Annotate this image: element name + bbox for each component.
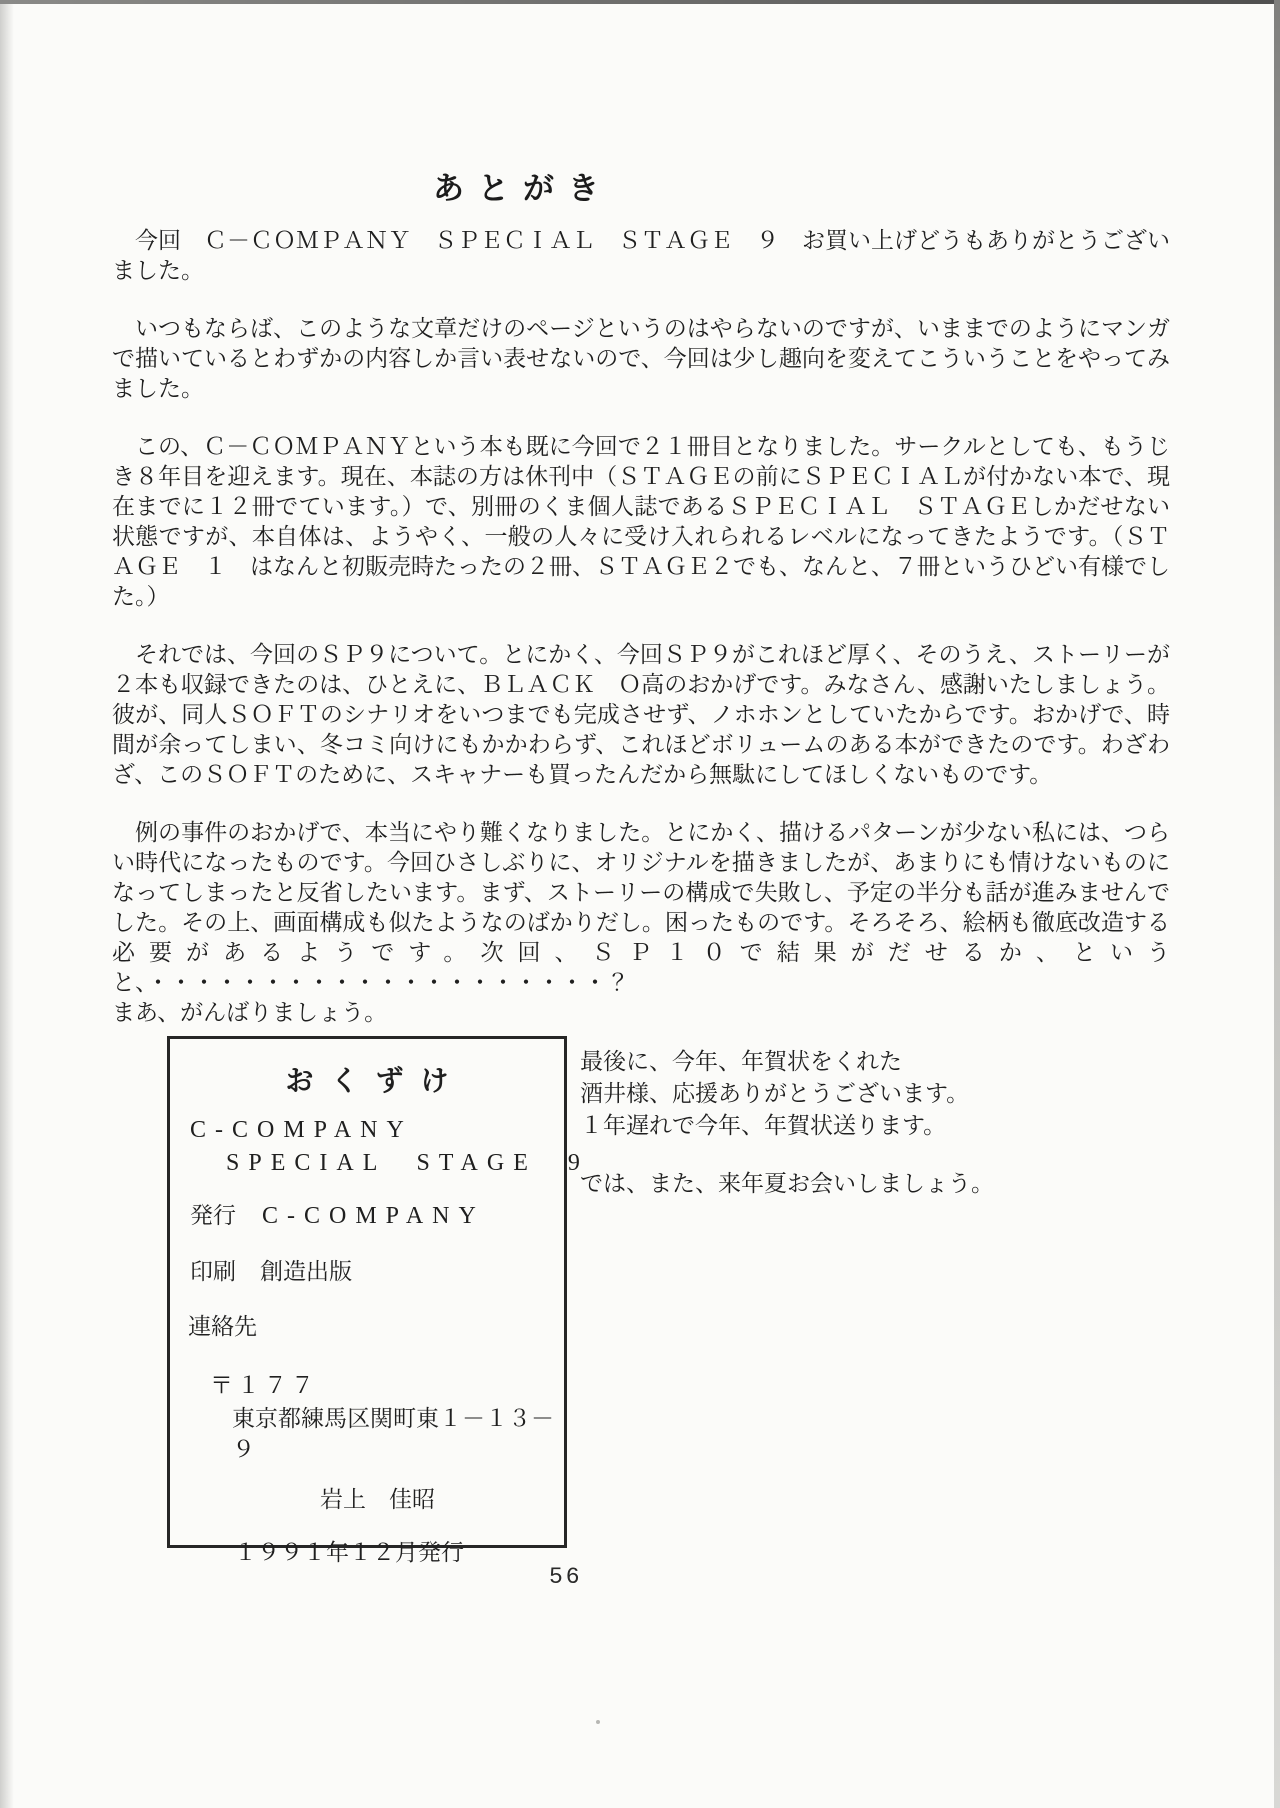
closing-line: 酒井様、応援ありがとうございます。 (580, 1081, 970, 1106)
scan-edge-right (1274, 0, 1280, 1808)
printer-value: 創造出版 (260, 1259, 352, 1284)
colophon-publisher-row (190, 1200, 564, 1232)
colophon-printer-row (190, 1256, 564, 1287)
author-name: 岩上 佳昭 (320, 1487, 435, 1512)
closing-line: １年遅れで今年、年賀状送ります。 (580, 1113, 947, 1138)
publication-date: １９９１年１２月発行 (234, 1540, 464, 1565)
publisher-label: 発行 (190, 1203, 236, 1228)
farewell-line: では、また、来年夏お会いしましょう。 (580, 1171, 994, 1196)
postal-code: 〒１７７ (210, 1373, 318, 1398)
scan-speck (596, 1720, 600, 1724)
page-number: 56 (549, 1564, 583, 1590)
colophon-series-line1: C-COMPANY (190, 1117, 413, 1143)
printer-label: 印刷 (190, 1259, 236, 1284)
page-title: あとがき (433, 171, 613, 206)
closing-line: 最後に、今年、年賀状をくれた (580, 1049, 902, 1074)
paragraph-text-page-intro: いつもならば、このような文章だけのページというのはやらないのですが、いままでのようにマンガで描いているとわずかの内容しか言い表せないので、今回は少し趣向を変えてこういうことをやってみました。 (112, 316, 1170, 401)
address: 東京都練馬区関町東１－１３－９ (232, 1406, 554, 1462)
colophon-title: おくずけ (285, 1066, 466, 1097)
publisher-value: C-COMPANY (262, 1203, 485, 1229)
paragraph-closing-line: まあ、がんばりましょう。 (112, 1000, 388, 1025)
paragraph-reflection: 例の事件のおかげで、本当にやり難くなりました。とにかく、描けるパターンが少ない私には、つらい時代になったものです。今回ひさしぶりに、オリジナルを描きましたが、あまりにも情けないものになってしまったと反省したいます。まず、ストーリーの構成で失敗し、予定の半分も話が進みませんでした。その上、画面構成も似たようなのばかりだし。困ったものです。そろそろ、絵柄も徹底改造する必要があるようです。次回、ＳＰ１０で結果がだせるか、というと、・・・・・・・・・・・・・・・・・・・・？ (112, 820, 1170, 995)
contact-label: 連絡先 (188, 1314, 257, 1339)
colophon-box (167, 1036, 589, 1565)
scan-edge-top (0, 0, 1280, 4)
colophon-series-line2: SPECIAL STAGE 9 (226, 1150, 589, 1176)
paragraph-sp9-thanks: それでは、今回のＳＰ９について。とにかく、今回ＳＰ９がこれほど厚く、そのうえ、ストーリーが２本も収録できたのは、ひとえに、ＢＬＡＣＫ Ｏ高のおかげです。みなさん、感謝いたしましょう。彼が、同人ＳＯＦＴのシナリオをいつまでも完成させず、ノホホンとしていたからです。おかげで、時間が余ってしまい、冬コミ向けにもかかわらず、これほどボリュームのある本ができたのです。わざわざ、このＳＯＦＴのために、スキャナーも買ったんだから無駄にしてほしくないものです。 (112, 642, 1170, 787)
paragraph-series-history: この、Ｃ－ＣＯＭＰＡＮＹという本も既に今回で２１冊目となりました。サークルとしても、もうじき８年目を迎えます。現在、本誌の方は休刊中（ＳＴＡＧＥの前にＳＰＥＣＩＡＬが付かない本で、現在までに１２冊でています。）で、別冊のくま個人誌であるＳＰＥＣＩＡＬ ＳＴＡＧＥしかだせない状態ですが、本自体は、ようやく、一般の人々に受け入れられるレベルになってきたようです。（ＳＴＡＧＥ １ はなんと初販売時たったの２冊、ＳＴＡＧＥ２でも、なんと、７冊というひどい有様でした。） (112, 434, 1170, 609)
paragraph-greeting: 今回 Ｃ－ＣＯＭＰＡＮＹ ＳＰＥＣＩＡＬ ＳＴＡＧＥ ９ お買い上げどうもありがとうございました。 (112, 228, 1170, 283)
closing-notes (580, 1046, 1165, 1200)
afterword-body (112, 226, 1170, 1028)
scan-edge-left (0, 0, 14, 1808)
